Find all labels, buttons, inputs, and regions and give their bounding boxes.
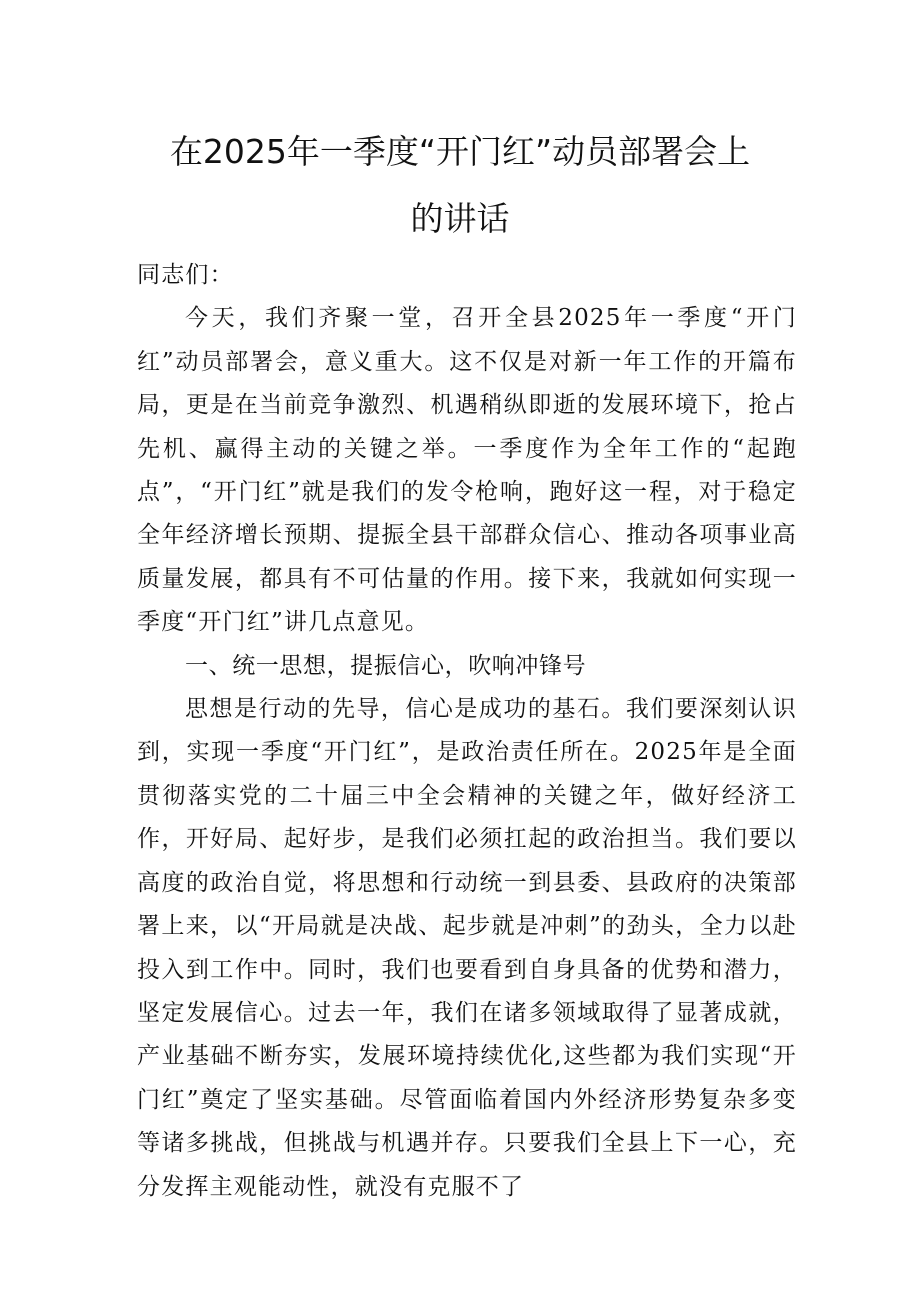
document-title-line-2: 的讲话 <box>410 199 510 238</box>
salutation: 同志们： <box>137 262 234 288</box>
document-body <box>137 254 797 1209</box>
paragraph-opening: 今天，我们齐聚一堂，召开全县2025年一季度“开门红”动员部署会，意义重大。这不仅是对新一年工作的开篇布局，更是在当前竞争激烈、机遇稍纵即逝的发展环境下，抢占先机、赢得主动的关键之举。一季度作为全年工作的“起跑点”，“开门红”就是我们的发令枪响，跑好这一程，对于稳定全年经济增长预期、提振全县干部群众信心、推动各项事业高质量发展，都具有不可估量的作用。接下来，我就如何实现一季度“开门红”讲几点意见。 <box>137 305 797 636</box>
document-title-line-1: 在2025年一季度“开门红”动员部署会上 <box>169 132 751 171</box>
paragraph-section-1: 思想是行动的先导，信心是成功的基石。我们要深刻认识到，实现一季度“开门红”，是政治责任所在。2025年是全面贯彻落实党的二十届三中全会精神的关键之年，做好经济工作，开好局、起好步，是我们必须扛起的政治担当。我们要以高度的政治自觉，将思想和行动统一到县委、县政府的决策部署上来，以“开局就是决战、起步就是冲刺”的劲头，全力以赴投入到工作中。同时，我们也要看到自身具备的优势和潜力，坚定发展信心。过去一年，我们在诸多领域取得了显著成就，产业基础不断夯实，发展环境持续优化,这些都为我们实现“开门红”奠定了坚实基础。尽管面临着国内外经济形势复杂多变等诸多挑战，但挑战与机遇并存。只要我们全县上下一心，充分发挥主观能动性，就没有克服不了 <box>137 696 797 1200</box>
section-heading-1: 一、统一思想，提振信心，吹响冲锋号 <box>185 652 587 679</box>
